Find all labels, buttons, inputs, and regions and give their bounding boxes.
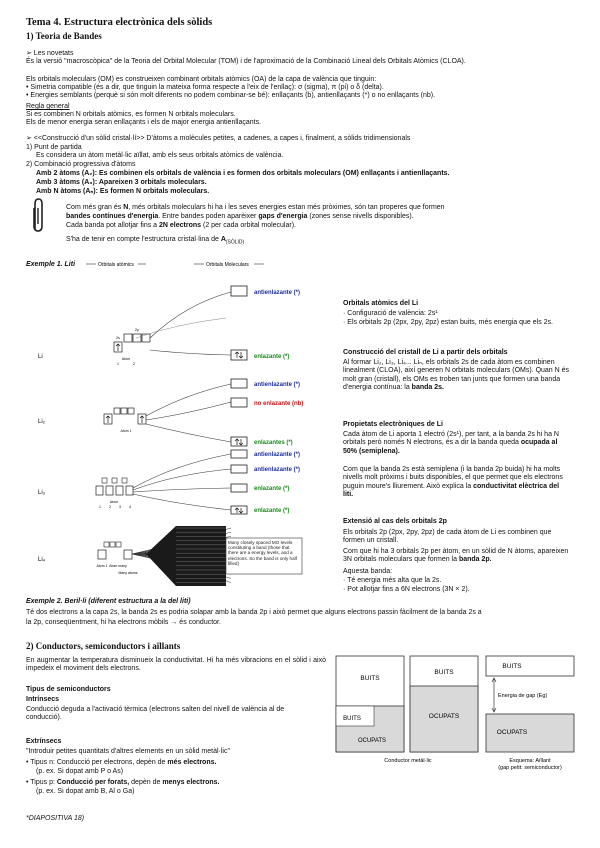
gap-label: Energia de gap (Eg) (498, 693, 548, 699)
svg-text:1: 1 (99, 505, 101, 509)
intrinsic-title: Intrínsecs (26, 696, 60, 703)
example2-line2: la 2p, conseqüentment, hi ha electrons mòbils → és conductor. (26, 619, 221, 626)
svg-text:1: 1 (117, 362, 119, 366)
rule-1: Si es combinen N orbitals atòmics, es formen N orbitals moleculars. (26, 111, 236, 118)
rc-h5-l3: Aquesta banda: (343, 568, 393, 575)
band-block (176, 526, 226, 586)
note-line-3: Cada banda pot allotjar fins a 2N electrons (2 per cada orbital molecular). (66, 222, 296, 229)
note-line-2: bandes contínues d'energia. Entre bandes poden aparèixer gaps d'energia (zones sense nivells disponibles). (66, 213, 414, 220)
mo-label-antienlazante-2: antienlazante (*) (254, 382, 301, 388)
svg-text:2: 2 (109, 505, 111, 509)
rc-h3-text: Cada àtom de Li aporta 1 electró (2s¹), per tant, a la banda 2s hi ha N orbitals però només N electrons, és a dir la banda queda ocupada al 50% (semiplena). (343, 431, 559, 455)
types-title: Tipus de semiconductors (26, 686, 111, 693)
svg-text:2s: 2s (116, 336, 120, 340)
mo-label-antienlazante-1: antienlazante (*) (254, 290, 301, 296)
type-n-line: • Tipus n: Conducció per electrons, depèn de més electrons. (26, 759, 217, 766)
rc-h5-l2: Com que hi ha 3 orbitals 2p per àtom, en un sòlid de N àtoms, apareixen 3N orbitals moleculars que formen la banda 2p. (343, 548, 569, 564)
rc-h1-l1: · Configuració de valència: 2s¹ (343, 310, 438, 317)
row-label-li2: Li₂ (38, 419, 45, 425)
rc-h2: Construcció del cristall de Li a partir dels orbitals (343, 349, 508, 356)
extrinsic-text: "Introduir petites quantitats d'altres elements en un sòlid metàl·lic" (26, 748, 230, 755)
section1-title: 1) Teoria de Bandes (26, 31, 102, 41)
svg-text:2p: 2p (135, 328, 139, 332)
section2-title: 2) Conductors, semiconductors i aïllants (26, 641, 181, 651)
svg-text:4: 4 (129, 505, 131, 509)
example2-line1: Té dos electrons a la capa 2s, la banda 2s es podria solapar amb la banda 2p i això permet que alguns electrons passin fàcilment de la banda 2s a (26, 609, 482, 616)
band-right-ocupats: OCUPATS (496, 729, 528, 736)
construct-p2: 2) Combinació progressiva d'àtoms (26, 161, 136, 168)
svg-text:Many atoms: Many atoms (118, 571, 138, 575)
rc-h5-l1: Els orbitals 2p (2px, 2py, 2pz) de cada àtom de Li es combinen que formen un cristall. (343, 529, 552, 545)
section2-intro: En augmentar la temperatura disminueix la conductivitat. Hi ha més vibracions en el sòlid i això impedeix el moviment dels electrons. (26, 657, 326, 673)
dense-band-note: Many closely spaced MO levels constituting a band (those that there are a energy levels, and a electrons. So the band is only half filled) (228, 540, 297, 566)
mo-label-enlazante-4: enlazante (*) (254, 508, 290, 514)
band-mid-ocupats: OCUPATS (428, 713, 460, 720)
band-diagram (334, 652, 584, 780)
row-li3 (96, 450, 300, 514)
rc-h3: Propietats electròniques de Li (343, 421, 443, 428)
row-label-li3: Li₃ (38, 490, 46, 496)
mo-label-antienlazante-3: antienlazante (*) (254, 452, 301, 458)
construct-title: ➢ <<Construcció d'un sòlid cristal·lí>> D'àtoms a molècules petites, a cadenes, a capes i, finalment, a sòlids tridimensionals (26, 135, 411, 142)
footer-note: *DIAPOSITIVA 18) (26, 815, 85, 822)
type-p-example: (p. ex. Si dopat amb B, Al o Ga) (36, 788, 135, 795)
rc-h5-l5: · Pot allotjar fins a 6N electrons (3N × 2). (343, 586, 470, 593)
col-header-molecular: Orbitals Moleculars (206, 262, 249, 268)
bases-bullet: ➢ Les novetats (26, 50, 74, 57)
page-title: Tema 4. Estructura electrònica dels sòlids (26, 17, 213, 28)
band-left-buits-small: BUITS (343, 716, 361, 722)
bases-text: És la versió "macroscòpica" de la Teoria del Orbital Molecular (TOM) i de l'aproximació de la Combinació Lineal dels Orbitals Atòmics (CLOA). (26, 58, 466, 65)
rc-h2-text: Al formar Li₂, Li₃, Li₄... Liₙ, els orbitals 2s de cada àtom es combinen linealment (CLOA), així generen N orbitals moleculars (OMs). Quan N és molt gran (cristall), els OMs es troben tan junts que formen una banda d'energia contínua: la banda 2s. (343, 359, 570, 392)
construct-p2-c: Amb N àtoms (Aₙ): Es formen N orbitals moleculars. (36, 188, 210, 195)
intrinsic-text: Conducció deguda a l'activació tèrmica (electrons salten del nivell de valència al de conducció). (26, 706, 285, 722)
rc-h1: Orbitals atòmics del Li (343, 300, 419, 307)
example2-label: Exemple 2. Beril·li (diferent estructura a la del liti) (26, 598, 191, 605)
example1-label: Exemple 1. Liti (26, 261, 76, 268)
svg-text:Atom 1: Atom 1 (96, 564, 108, 568)
paperclip-icon (30, 196, 46, 234)
mo-label-enlazante-1: enlazante (*) (254, 354, 290, 360)
construct-p2-a: Amb 2 àtoms (A₂): Es combinen els orbitals de valència i es formen dos orbitals moleculars (OM) enllaçants i antienllaçants. (36, 170, 450, 177)
band-left-buits: BUITS (360, 675, 380, 682)
svg-text:2: 2 (133, 362, 135, 366)
extrinsic-title: Extrínsecs (26, 738, 62, 745)
construct-p2-b: Amb 3 àtoms (A₃): Apareixen 3 orbitals moleculars. (36, 179, 207, 186)
construct-p1: 1) Punt de partida (26, 144, 82, 151)
rule-2: Els de menor energia seran enllaçants i els de major energia antienllaçants. (26, 119, 262, 126)
svg-text:Atom many: Atom many (109, 564, 127, 568)
rc-h5-l4: · Té energia més alta que la 2s. (343, 577, 442, 584)
mo-label-enlazantes-2: enlazantes (*) (254, 440, 293, 446)
svg-text:Atom: Atom (109, 500, 119, 504)
col-header-atomic: Orbitals atòmics (98, 262, 134, 268)
svg-text:Atom 1: Atom 1 (120, 429, 132, 433)
type-p-line: • Tipus p: Conducció per forats, depèn de menys electrons. (26, 779, 220, 786)
band-left-ocupats: OCUPATS (357, 738, 387, 744)
row-label-li: Li (38, 354, 43, 360)
row-label-li4: Li₄ (38, 557, 46, 563)
om-line: Els orbitals moleculars (OM) es construeixen combinant orbitals atòmics (OA) de la capa de valència que tinguin: (26, 76, 377, 83)
mo-label-antienlazante-4: antienlazante (*) (254, 467, 301, 473)
row-li-atom (114, 286, 300, 366)
symmetry-line: • Simetria compatible (és a dir, que tinguin la mateixa forma respecte a l'eix de l'enllaç): σ (sigma), π (pi) o δ (delta). (26, 84, 384, 91)
note-line-4: S'ha de tenir en compte l'estructura cristal·lina de $A_{(SÒLID)}$ (66, 236, 245, 246)
mo-label-no-enlazante: no enlazante (nb) (254, 401, 304, 407)
svg-text:3: 3 (119, 505, 121, 509)
band-mid-buits: BUITS (434, 669, 454, 676)
energy-line: • Energies semblants (perquè si són molt diferents no podem combinar-se bé): enllaçants (b), antienllaçants (*) o no enllaçants (nb). (26, 92, 436, 99)
caption-conductor: Conductor metàl·lic (384, 758, 432, 764)
type-n-example: (p. ex. Si dopat amb P o As) (36, 768, 124, 775)
rc-h1-l2: · Els orbitals 2p (2px, 2py, 2pz) estan buits, més energia que els 2s. (343, 319, 553, 326)
rule-title: Regla general (26, 103, 70, 110)
band-right-buits: BUITS (502, 663, 522, 670)
note-line-1: Com més gran és N, més orbitals moleculars hi ha i les seves energies estan més pròximes, són tan properes que formen (66, 204, 445, 211)
svg-text:Atom: Atom (121, 357, 131, 361)
mo-label-enlazante-3: enlazante (*) (254, 486, 290, 492)
row-li2 (104, 379, 303, 446)
caption-semiconductor: (gap petit: semiconductor) (498, 765, 562, 771)
caption-insulator: Esquema: Aïllant (509, 758, 551, 764)
rc-h4-text: Com que la banda 2s està semiplena (i la banda 2p buida) hi ha molts nivells molt pròxims i buits disponibles, el que permet que els electrons puguin moure's lliurement. Això explica la conductivitat elèctrica del liti. (343, 466, 563, 499)
band-wedge (146, 526, 176, 586)
construct-p1-text: Es considera un àtom metàl·lic aïllat, amb els seus orbitals atòmics de valència. (36, 152, 284, 159)
rc-h5: Extensió al cas dels orbitals 2p (343, 518, 447, 525)
